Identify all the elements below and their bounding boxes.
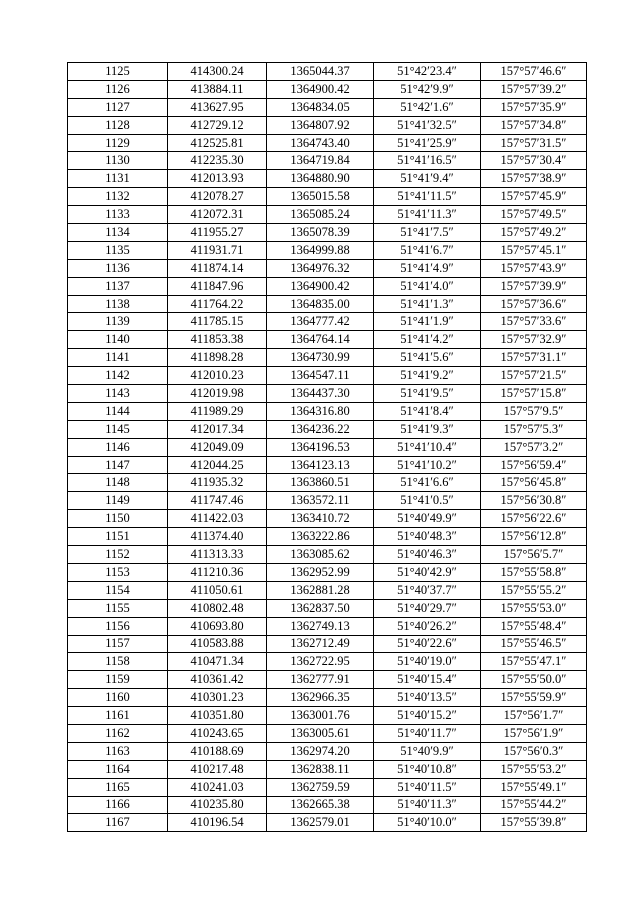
latitude-cell: 51°40′10.0″	[374, 814, 481, 832]
latitude-cell: 51°41′4.0″	[374, 277, 481, 295]
y-coordinate-cell: 1363860.51	[267, 474, 374, 492]
x-coordinate-cell: 411853.38	[168, 331, 267, 349]
table-row	[68, 653, 587, 671]
y-coordinate-cell: 1362749.13	[267, 617, 374, 635]
x-coordinate-cell: 411874.14	[168, 259, 267, 277]
longitude-cell: 157°56′45.8″	[481, 474, 587, 492]
y-coordinate-cell: 1362722.95	[267, 653, 374, 671]
x-coordinate-cell: 411422.03	[168, 510, 267, 528]
x-coordinate-cell: 411764.22	[168, 295, 267, 313]
x-coordinate-cell: 410217.48	[168, 760, 267, 778]
latitude-cell: 51°41′1.9″	[374, 313, 481, 331]
longitude-cell: 157°57′9.5″	[481, 402, 587, 420]
y-coordinate-cell: 1364880.90	[267, 170, 374, 188]
y-coordinate-cell: 1363005.61	[267, 724, 374, 742]
point-number-cell: 1137	[68, 277, 168, 295]
latitude-cell: 51°41′9.3″	[374, 420, 481, 438]
y-coordinate-cell: 1364437.30	[267, 385, 374, 403]
y-coordinate-cell: 1364900.42	[267, 277, 374, 295]
y-coordinate-cell: 1362712.49	[267, 635, 374, 653]
table-row	[68, 349, 587, 367]
longitude-cell: 157°56′12.8″	[481, 528, 587, 546]
y-coordinate-cell: 1362579.01	[267, 814, 374, 832]
latitude-cell: 51°41′11.3″	[374, 206, 481, 224]
x-coordinate-cell: 412017.34	[168, 420, 267, 438]
x-coordinate-cell: 410361.42	[168, 671, 267, 689]
longitude-cell: 157°57′3.2″	[481, 438, 587, 456]
table-row	[68, 760, 587, 778]
x-coordinate-cell: 412525.81	[168, 134, 267, 152]
table-row	[68, 385, 587, 403]
longitude-cell: 157°57′31.5″	[481, 134, 587, 152]
longitude-cell: 157°57′38.9″	[481, 170, 587, 188]
point-number-cell: 1161	[68, 707, 168, 725]
latitude-cell: 51°41′10.2″	[374, 456, 481, 474]
point-number-cell: 1127	[68, 98, 168, 116]
table-row	[68, 456, 587, 474]
longitude-cell: 157°55′44.2″	[481, 796, 587, 814]
longitude-cell: 157°57′39.9″	[481, 277, 587, 295]
y-coordinate-cell: 1364730.99	[267, 349, 374, 367]
y-coordinate-cell: 1364719.84	[267, 152, 374, 170]
point-number-cell: 1163	[68, 742, 168, 760]
longitude-cell: 157°57′45.1″	[481, 241, 587, 259]
x-coordinate-cell: 410351.80	[168, 707, 267, 725]
coordinates-table-body	[68, 63, 587, 832]
coordinates-table	[67, 62, 587, 832]
latitude-cell: 51°40′48.3″	[374, 528, 481, 546]
point-number-cell: 1145	[68, 420, 168, 438]
latitude-cell: 51°40′9.9″	[374, 742, 481, 760]
point-number-cell: 1152	[68, 546, 168, 564]
latitude-cell: 51°40′22.6″	[374, 635, 481, 653]
longitude-cell: 157°57′35.9″	[481, 98, 587, 116]
y-coordinate-cell: 1362759.59	[267, 778, 374, 796]
x-coordinate-cell: 411989.29	[168, 402, 267, 420]
longitude-cell: 157°57′15.8″	[481, 385, 587, 403]
longitude-cell: 157°56′0.3″	[481, 742, 587, 760]
y-coordinate-cell: 1362777.91	[267, 671, 374, 689]
x-coordinate-cell: 410583.88	[168, 635, 267, 653]
latitude-cell: 51°40′15.2″	[374, 707, 481, 725]
table-row	[68, 724, 587, 742]
point-number-cell: 1165	[68, 778, 168, 796]
longitude-cell: 157°56′1.9″	[481, 724, 587, 742]
point-number-cell: 1139	[68, 313, 168, 331]
y-coordinate-cell: 1362665.38	[267, 796, 374, 814]
point-number-cell: 1128	[68, 116, 168, 134]
longitude-cell: 157°57′39.2″	[481, 80, 587, 98]
y-coordinate-cell: 1364976.32	[267, 259, 374, 277]
longitude-cell: 157°57′45.9″	[481, 188, 587, 206]
table-row	[68, 635, 587, 653]
longitude-cell: 157°55′39.8″	[481, 814, 587, 832]
y-coordinate-cell: 1365015.58	[267, 188, 374, 206]
x-coordinate-cell: 410693.80	[168, 617, 267, 635]
longitude-cell: 157°55′55.2″	[481, 581, 587, 599]
longitude-cell: 157°56′30.8″	[481, 492, 587, 510]
latitude-cell: 51°40′15.4″	[374, 671, 481, 689]
y-coordinate-cell: 1363222.86	[267, 528, 374, 546]
latitude-cell: 51°41′6.7″	[374, 241, 481, 259]
table-row	[68, 563, 587, 581]
y-coordinate-cell: 1364547.11	[267, 367, 374, 385]
latitude-cell: 51°40′42.9″	[374, 563, 481, 581]
point-number-cell: 1131	[68, 170, 168, 188]
table-row	[68, 420, 587, 438]
x-coordinate-cell: 411050.61	[168, 581, 267, 599]
point-number-cell: 1157	[68, 635, 168, 653]
longitude-cell: 157°55′53.2″	[481, 760, 587, 778]
point-number-cell: 1141	[68, 349, 168, 367]
y-coordinate-cell: 1364835.00	[267, 295, 374, 313]
y-coordinate-cell: 1363410.72	[267, 510, 374, 528]
longitude-cell: 157°55′46.5″	[481, 635, 587, 653]
latitude-cell: 51°41′11.5″	[374, 188, 481, 206]
point-number-cell: 1130	[68, 152, 168, 170]
latitude-cell: 51°40′49.9″	[374, 510, 481, 528]
longitude-cell: 157°57′31.1″	[481, 349, 587, 367]
latitude-cell: 51°41′10.4″	[374, 438, 481, 456]
latitude-cell: 51°41′6.6″	[374, 474, 481, 492]
longitude-cell: 157°57′32.9″	[481, 331, 587, 349]
longitude-cell: 157°57′49.2″	[481, 224, 587, 242]
x-coordinate-cell: 411955.27	[168, 224, 267, 242]
x-coordinate-cell: 410188.69	[168, 742, 267, 760]
table-row	[68, 671, 587, 689]
table-row	[68, 63, 587, 81]
x-coordinate-cell: 411210.36	[168, 563, 267, 581]
y-coordinate-cell: 1364999.88	[267, 241, 374, 259]
latitude-cell: 51°40′26.2″	[374, 617, 481, 635]
x-coordinate-cell: 414300.24	[168, 63, 267, 81]
x-coordinate-cell: 412235.30	[168, 152, 267, 170]
longitude-cell: 157°55′49.1″	[481, 778, 587, 796]
longitude-cell: 157°57′36.6″	[481, 295, 587, 313]
x-coordinate-cell: 412078.27	[168, 188, 267, 206]
longitude-cell: 157°56′5.7″	[481, 546, 587, 564]
latitude-cell: 51°41′7.5″	[374, 224, 481, 242]
latitude-cell: 51°41′9.4″	[374, 170, 481, 188]
y-coordinate-cell: 1364807.92	[267, 116, 374, 134]
y-coordinate-cell: 1364236.22	[267, 420, 374, 438]
table-row	[68, 474, 587, 492]
x-coordinate-cell: 411898.28	[168, 349, 267, 367]
y-coordinate-cell: 1364743.40	[267, 134, 374, 152]
point-number-cell: 1149	[68, 492, 168, 510]
latitude-cell: 51°40′29.7″	[374, 599, 481, 617]
y-coordinate-cell: 1362838.11	[267, 760, 374, 778]
y-coordinate-cell: 1364834.05	[267, 98, 374, 116]
table-row	[68, 438, 587, 456]
table-row	[68, 313, 587, 331]
table-row	[68, 224, 587, 242]
longitude-cell: 157°57′33.6″	[481, 313, 587, 331]
y-coordinate-cell: 1365044.37	[267, 63, 374, 81]
table-row	[68, 617, 587, 635]
y-coordinate-cell: 1364196.53	[267, 438, 374, 456]
y-coordinate-cell: 1364316.80	[267, 402, 374, 420]
y-coordinate-cell: 1364123.13	[267, 456, 374, 474]
point-number-cell: 1134	[68, 224, 168, 242]
point-number-cell: 1133	[68, 206, 168, 224]
latitude-cell: 51°41′16.5″	[374, 152, 481, 170]
x-coordinate-cell: 410243.65	[168, 724, 267, 742]
point-number-cell: 1142	[68, 367, 168, 385]
point-number-cell: 1151	[68, 528, 168, 546]
y-coordinate-cell: 1362881.28	[267, 581, 374, 599]
latitude-cell: 51°41′0.5″	[374, 492, 481, 510]
latitude-cell: 51°40′10.8″	[374, 760, 481, 778]
table-row	[68, 796, 587, 814]
point-number-cell: 1158	[68, 653, 168, 671]
y-coordinate-cell: 1364777.42	[267, 313, 374, 331]
longitude-cell: 157°55′47.1″	[481, 653, 587, 671]
table-row	[68, 546, 587, 564]
point-number-cell: 1140	[68, 331, 168, 349]
longitude-cell: 157°55′48.4″	[481, 617, 587, 635]
table-row	[68, 152, 587, 170]
longitude-cell: 157°57′5.3″	[481, 420, 587, 438]
table-row	[68, 241, 587, 259]
point-number-cell: 1150	[68, 510, 168, 528]
point-number-cell: 1143	[68, 385, 168, 403]
latitude-cell: 51°40′13.5″	[374, 689, 481, 707]
latitude-cell: 51°41′8.4″	[374, 402, 481, 420]
point-number-cell: 1156	[68, 617, 168, 635]
latitude-cell: 51°42′23.4″	[374, 63, 481, 81]
point-number-cell: 1148	[68, 474, 168, 492]
x-coordinate-cell: 413884.11	[168, 80, 267, 98]
table-row	[68, 367, 587, 385]
y-coordinate-cell: 1363085.62	[267, 546, 374, 564]
table-row	[68, 581, 587, 599]
point-number-cell: 1154	[68, 581, 168, 599]
longitude-cell: 157°56′1.7″	[481, 707, 587, 725]
x-coordinate-cell: 412049.09	[168, 438, 267, 456]
x-coordinate-cell: 411785.15	[168, 313, 267, 331]
point-number-cell: 1162	[68, 724, 168, 742]
x-coordinate-cell: 412019.98	[168, 385, 267, 403]
latitude-cell: 51°40′11.3″	[374, 796, 481, 814]
x-coordinate-cell: 410802.48	[168, 599, 267, 617]
y-coordinate-cell: 1362974.20	[267, 742, 374, 760]
table-row	[68, 277, 587, 295]
latitude-cell: 51°41′5.6″	[374, 349, 481, 367]
x-coordinate-cell: 412072.31	[168, 206, 267, 224]
x-coordinate-cell: 412044.25	[168, 456, 267, 474]
longitude-cell: 157°56′59.4″	[481, 456, 587, 474]
table-row	[68, 814, 587, 832]
table-row	[68, 80, 587, 98]
point-number-cell: 1159	[68, 671, 168, 689]
point-number-cell: 1155	[68, 599, 168, 617]
latitude-cell: 51°41′4.2″	[374, 331, 481, 349]
table-row	[68, 188, 587, 206]
longitude-cell: 157°57′43.9″	[481, 259, 587, 277]
y-coordinate-cell: 1362952.99	[267, 563, 374, 581]
x-coordinate-cell: 413627.95	[168, 98, 267, 116]
table-row	[68, 331, 587, 349]
longitude-cell: 157°55′58.8″	[481, 563, 587, 581]
x-coordinate-cell: 411374.40	[168, 528, 267, 546]
y-coordinate-cell: 1362837.50	[267, 599, 374, 617]
point-number-cell: 1167	[68, 814, 168, 832]
table-row	[68, 295, 587, 313]
table-row	[68, 116, 587, 134]
point-number-cell: 1129	[68, 134, 168, 152]
x-coordinate-cell: 410301.23	[168, 689, 267, 707]
longitude-cell: 157°57′34.8″	[481, 116, 587, 134]
table-row	[68, 528, 587, 546]
longitude-cell: 157°57′21.5″	[481, 367, 587, 385]
longitude-cell: 157°55′53.0″	[481, 599, 587, 617]
longitude-cell: 157°55′59.9″	[481, 689, 587, 707]
point-number-cell: 1147	[68, 456, 168, 474]
x-coordinate-cell: 411935.32	[168, 474, 267, 492]
x-coordinate-cell: 411313.33	[168, 546, 267, 564]
point-number-cell: 1132	[68, 188, 168, 206]
x-coordinate-cell: 411931.71	[168, 241, 267, 259]
latitude-cell: 51°42′1.6″	[374, 98, 481, 116]
latitude-cell: 51°41′9.5″	[374, 385, 481, 403]
longitude-cell: 157°57′46.6″	[481, 63, 587, 81]
x-coordinate-cell: 410241.03	[168, 778, 267, 796]
x-coordinate-cell: 412013.93	[168, 170, 267, 188]
latitude-cell: 51°40′37.7″	[374, 581, 481, 599]
y-coordinate-cell: 1365085.24	[267, 206, 374, 224]
point-number-cell: 1136	[68, 259, 168, 277]
x-coordinate-cell: 412729.12	[168, 116, 267, 134]
y-coordinate-cell: 1365078.39	[267, 224, 374, 242]
latitude-cell: 51°41′4.9″	[374, 259, 481, 277]
point-number-cell: 1153	[68, 563, 168, 581]
x-coordinate-cell: 410235.80	[168, 796, 267, 814]
x-coordinate-cell: 411847.96	[168, 277, 267, 295]
x-coordinate-cell: 410471.34	[168, 653, 267, 671]
longitude-cell: 157°57′30.4″	[481, 152, 587, 170]
longitude-cell: 157°57′49.5″	[481, 206, 587, 224]
latitude-cell: 51°41′1.3″	[374, 295, 481, 313]
latitude-cell: 51°40′11.7″	[374, 724, 481, 742]
table-row	[68, 134, 587, 152]
x-coordinate-cell: 410196.54	[168, 814, 267, 832]
longitude-cell: 157°55′50.0″	[481, 671, 587, 689]
table-row	[68, 599, 587, 617]
table-row	[68, 259, 587, 277]
point-number-cell: 1160	[68, 689, 168, 707]
y-coordinate-cell: 1363001.76	[267, 707, 374, 725]
point-number-cell: 1138	[68, 295, 168, 313]
point-number-cell: 1135	[68, 241, 168, 259]
latitude-cell: 51°42′9.9″	[374, 80, 481, 98]
table-row	[68, 402, 587, 420]
y-coordinate-cell: 1362966.35	[267, 689, 374, 707]
longitude-cell: 157°56′22.6″	[481, 510, 587, 528]
point-number-cell: 1146	[68, 438, 168, 456]
point-number-cell: 1164	[68, 760, 168, 778]
table-row	[68, 707, 587, 725]
point-number-cell: 1125	[68, 63, 168, 81]
y-coordinate-cell: 1364764.14	[267, 331, 374, 349]
latitude-cell: 51°40′46.3″	[374, 546, 481, 564]
point-number-cell: 1166	[68, 796, 168, 814]
table-row	[68, 492, 587, 510]
table-row	[68, 742, 587, 760]
x-coordinate-cell: 411747.46	[168, 492, 267, 510]
y-coordinate-cell: 1364900.42	[267, 80, 374, 98]
table-row	[68, 206, 587, 224]
point-number-cell: 1144	[68, 402, 168, 420]
table-row	[68, 98, 587, 116]
table-row	[68, 170, 587, 188]
latitude-cell: 51°41′9.2″	[374, 367, 481, 385]
latitude-cell: 51°41′32.5″	[374, 116, 481, 134]
table-row	[68, 689, 587, 707]
point-number-cell: 1126	[68, 80, 168, 98]
latitude-cell: 51°40′11.5″	[374, 778, 481, 796]
latitude-cell: 51°40′19.0″	[374, 653, 481, 671]
table-row	[68, 510, 587, 528]
x-coordinate-cell: 412010.23	[168, 367, 267, 385]
table-row	[68, 778, 587, 796]
y-coordinate-cell: 1363572.11	[267, 492, 374, 510]
latitude-cell: 51°41′25.9″	[374, 134, 481, 152]
